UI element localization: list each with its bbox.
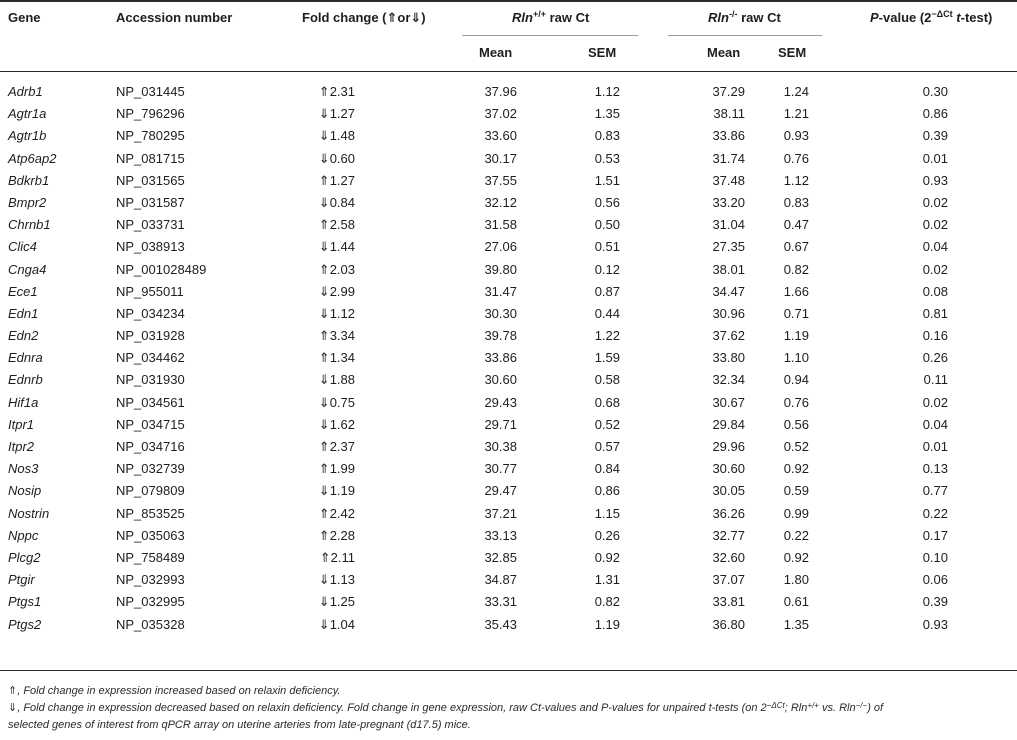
footnote-caption: selected genes of interest from qPCR array on uterine arteries from late-pregnant (d17.5) mice. (8, 719, 471, 731)
arrow-down-icon: ⇓ (318, 150, 330, 166)
wt-mean-cell: 37.55 (484, 172, 517, 188)
ko-mean-cell: 27.35 (712, 239, 745, 255)
fold-change-cell (0, 480, 355, 502)
table-row (0, 81, 1017, 103)
wt-sem-cell: 0.53 (594, 150, 620, 166)
arrow-down-icon: ⇓ (318, 616, 330, 632)
wt-mean-cell: 30.77 (484, 461, 517, 477)
table-row (0, 591, 1017, 613)
wt-mean-cell: 39.78 (484, 328, 517, 344)
ko-sem-cell: 0.22 (783, 527, 809, 543)
ko-mean-cell: 36.80 (712, 616, 745, 632)
ko-mean-cell: 33.86 (712, 128, 745, 144)
wt-mean-cell: 31.58 (484, 217, 517, 233)
fold-change-cell (0, 569, 355, 591)
accession-cell: NP_796296 (116, 106, 185, 122)
wt-mean-cell: 29.43 (484, 394, 517, 410)
fold-change-value: 2.11 (330, 549, 355, 565)
wt-mean-cell: 29.47 (484, 483, 517, 499)
wt-mean-cell: 33.86 (484, 350, 517, 366)
fold-change-value: 2.99 (329, 283, 355, 299)
accession-cell: NP_001028489 (116, 261, 207, 277)
arrow-up-icon: ⇑ (318, 350, 330, 366)
fold-change-value: 1.13 (329, 572, 355, 588)
table-row (0, 170, 1017, 192)
ko-mean-cell: 30.60 (712, 461, 745, 477)
ko-mean-cell: 38.11 (713, 106, 745, 122)
wt-sem-cell: 0.86 (594, 483, 620, 499)
ko-mean-cell: 33.20 (712, 194, 745, 210)
ko-sem-cell: 0.83 (783, 194, 809, 210)
ko-sem-cell: 1.35 (783, 616, 809, 632)
fold-change-cell (0, 503, 355, 525)
fold-change-value: 2.28 (329, 527, 355, 543)
gene-cell: Nostrin (8, 505, 50, 521)
table-row (0, 236, 1017, 258)
accession-cell: NP_031445 (116, 84, 185, 99)
table-row (0, 458, 1017, 480)
gene-cell: Clic4 (8, 239, 37, 255)
fold-change-cell (0, 525, 355, 547)
arrow-down-icon: ⇓ (318, 594, 330, 610)
fold-change-cell (0, 125, 355, 147)
fold-change-value: 0.84 (329, 194, 355, 210)
gene-cell: Cnga4 (8, 261, 47, 277)
accession-cell: NP_032993 (116, 572, 185, 588)
p-value-cell: 0.04 (922, 416, 948, 432)
table-body (0, 81, 1017, 636)
accession-cell: NP_031930 (116, 372, 185, 388)
ko-sem-cell: 0.56 (783, 416, 809, 432)
p-value-cell: 0.13 (922, 461, 948, 477)
p-value-cell: 0.22 (922, 505, 948, 521)
wt-sem-cell: 0.68 (594, 394, 620, 410)
ko-mean-cell: 29.84 (712, 416, 745, 432)
gene-cell: Itpr1 (8, 416, 35, 432)
wt-mean-cell: 30.38 (484, 439, 517, 454)
ko-sem-cell: 1.21 (783, 106, 809, 122)
gene-cell: Ptgir (8, 572, 35, 588)
wt-sem-cell: 1.35 (594, 106, 620, 122)
gene-cell: Ednrb (8, 372, 43, 388)
wt-mean-cell: 30.30 (484, 305, 517, 321)
p-value-cell: 0.02 (922, 194, 948, 210)
table-row (0, 325, 1017, 347)
wt-sem-cell: 0.92 (594, 549, 620, 565)
gene-cell: Nos3 (8, 461, 39, 477)
fold-change-value: 2.37 (329, 439, 355, 454)
gene-cell: Edn1 (8, 305, 39, 321)
gene-cell: Ednra (8, 350, 43, 366)
p-value-cell: 0.86 (922, 106, 948, 122)
accession-cell: NP_034234 (116, 305, 185, 321)
table-row (0, 214, 1017, 236)
arrow-up-icon: ⇑ (318, 461, 330, 477)
ko-mean-cell: 31.04 (712, 217, 745, 233)
wt-sem-cell: 0.87 (594, 283, 620, 299)
gene-cell: Edn2 (8, 328, 39, 344)
gene-cell: Itpr2 (8, 439, 35, 454)
ko-sem-cell: 0.59 (783, 483, 809, 499)
header-p-value: P-value ($2^{-\Delta Ct}$ t-test) (870, 9, 993, 25)
gene-cell: Nosip (8, 483, 42, 499)
wt-mean-cell: 32.85 (484, 549, 517, 565)
ko-mean-cell: 32.77 (712, 527, 745, 543)
fold-change-cell (0, 591, 355, 613)
accession-cell: NP_034462 (116, 350, 185, 366)
fold-change-value: 1.27 (329, 106, 355, 122)
gene-cell: Plcg2 (8, 549, 41, 565)
arrow-down-icon: ⇓ (318, 305, 330, 321)
wt-sem-cell: 1.19 (594, 616, 620, 632)
fold-change-cell (0, 347, 355, 369)
header-gene: Gene (8, 10, 41, 25)
accession-cell: NP_032739 (116, 461, 185, 477)
fold-change-cell (0, 547, 355, 569)
ko-sem-cell: 1.80 (783, 572, 809, 588)
p-value-cell: 0.81 (922, 305, 948, 321)
p-value-cell: 0.30 (922, 84, 948, 99)
arrow-down-icon: ⇓ (318, 483, 330, 499)
gene-cell: Nppc (8, 527, 39, 543)
fold-change-cell (0, 414, 355, 436)
wt-sem-cell: 0.26 (594, 527, 620, 543)
fold-change-value: 1.62 (329, 416, 355, 432)
arrow-up-icon: ⇑ (318, 172, 330, 188)
fold-change-cell (0, 192, 355, 214)
ko-sem-cell: 1.19 (783, 328, 809, 344)
accession-cell: NP_853525 (116, 505, 185, 521)
accession-cell: NP_035328 (116, 616, 185, 632)
header-ko-raw-ct: Rln-/- raw Ct (708, 9, 781, 25)
p-value-cell: 0.93 (922, 172, 948, 188)
wt-sem-cell: 0.12 (594, 261, 620, 277)
fold-change-cell (0, 436, 355, 458)
table-row (0, 303, 1017, 325)
fold-change-cell (0, 458, 355, 480)
wt-mean-cell: 35.43 (484, 616, 517, 632)
arrow-up-icon: ⇑ (318, 261, 330, 277)
header-wt-raw-ct: Rln+/+ raw Ct (512, 9, 590, 25)
table-row (0, 259, 1017, 281)
footnote-increase: ⇑, Fold change in expression increased based on relaxin deficiency. (8, 685, 341, 697)
wt-mean-cell: 39.80 (484, 261, 517, 277)
fold-change-cell (0, 303, 355, 325)
wt-sem-cell: 1.22 (594, 328, 620, 344)
ko-sem-cell: 1.10 (783, 350, 809, 366)
ko-mean-cell: 37.48 (712, 172, 745, 188)
ko-mean-cell: 29.96 (712, 439, 745, 454)
fold-change-value: 1.44 (329, 239, 355, 255)
accession-cell: NP_033731 (116, 217, 185, 233)
fold-change-cell (0, 81, 355, 103)
wt-mean-cell: 33.60 (484, 128, 517, 144)
header-ko-sem: SEM (778, 45, 807, 60)
fold-change-value: 2.03 (329, 261, 355, 277)
gene-cell: Ptgs1 (8, 594, 42, 610)
accession-cell: NP_038913 (116, 239, 185, 255)
fold-change-value: 1.19 (329, 483, 355, 499)
ko-sem-cell: 0.82 (783, 261, 809, 277)
ko-sem-cell: 0.99 (783, 505, 809, 521)
wt-mean-cell: 30.60 (484, 372, 517, 388)
table-row (0, 103, 1017, 125)
fold-change-value: 1.34 (329, 350, 355, 366)
wt-sem-cell: 0.50 (594, 217, 620, 233)
wt-group-rule (462, 35, 638, 36)
wt-mean-cell: 32.12 (484, 194, 517, 210)
fold-change-value: 1.12 (329, 305, 355, 321)
p-value-cell: 0.39 (922, 128, 948, 144)
ko-sem-cell: 1.12 (783, 172, 809, 188)
gene-cell: Adrb1 (8, 84, 43, 99)
p-value-cell: 0.01 (922, 150, 948, 166)
gene-cell: Hif1a (8, 394, 39, 410)
p-value-cell: 0.02 (922, 217, 948, 233)
gene-cell: Bmpr2 (8, 194, 47, 210)
ko-mean-cell: 33.81 (712, 594, 745, 610)
ko-sem-cell: 0.52 (783, 439, 809, 454)
p-value-cell: 0.93 (922, 616, 948, 632)
table-row (0, 436, 1017, 458)
arrow-down-icon: ⇓ (318, 128, 330, 144)
wt-sem-cell: 0.44 (594, 305, 620, 321)
ko-mean-cell: 33.80 (712, 350, 745, 366)
fold-change-value: 1.88 (329, 372, 355, 388)
accession-cell: NP_031928 (116, 328, 185, 344)
accession-cell: NP_955011 (116, 283, 184, 299)
fold-change-cell (0, 236, 355, 258)
gene-cell: Ptgs2 (8, 616, 42, 632)
ko-mean-cell: 30.05 (712, 483, 745, 499)
fold-change-value: 1.99 (329, 461, 355, 477)
ko-mean-cell: 37.29 (712, 84, 745, 99)
table-row (0, 281, 1017, 303)
wt-sem-cell: 0.83 (594, 128, 620, 144)
header-accession: Accession number (116, 10, 233, 25)
arrow-down-icon: ⇓ (318, 394, 330, 410)
gene-cell: Bdkrb1 (8, 172, 50, 188)
wt-sem-cell: 1.12 (594, 84, 620, 99)
ko-sem-cell: 0.94 (783, 372, 809, 388)
accession-cell: NP_032995 (116, 594, 185, 610)
arrow-down-icon: ⇓ (318, 239, 330, 255)
p-value-cell: 0.11 (923, 372, 948, 388)
p-value-cell: 0.77 (922, 483, 948, 499)
table-row (0, 547, 1017, 569)
ko-mean-cell: 37.62 (712, 328, 745, 344)
arrow-up-icon: ⇑ (318, 505, 330, 521)
ko-mean-cell: 34.47 (712, 283, 745, 299)
gene-cell: Atp6ap2 (8, 150, 57, 166)
table-row (0, 192, 1017, 214)
arrow-down-icon: ⇓ (318, 416, 330, 432)
ko-mean-cell: 36.26 (712, 505, 745, 521)
gene-cell: Ece1 (8, 283, 38, 299)
ko-mean-cell: 30.67 (712, 394, 745, 410)
wt-sem-cell: 1.31 (594, 572, 620, 588)
fold-change-value: 1.27 (329, 172, 355, 188)
p-value-cell: 0.26 (922, 350, 948, 366)
wt-mean-cell: 30.17 (484, 150, 517, 166)
wt-sem-cell: 1.15 (594, 505, 620, 521)
fold-change-cell (0, 103, 355, 125)
p-value-cell: 0.01 (922, 439, 948, 454)
ko-group-rule (668, 35, 822, 36)
p-value-cell: 0.02 (922, 261, 948, 277)
arrow-down-icon: ⇓ (318, 572, 330, 588)
fold-change-value: 2.42 (329, 505, 355, 521)
header-wt-mean: Mean (479, 45, 513, 60)
fold-change-value: 2.58 (329, 217, 355, 233)
accession-cell: NP_081715 (116, 150, 185, 166)
fold-change-cell (0, 170, 355, 192)
wt-mean-cell: 33.31 (484, 594, 517, 610)
top-rule (0, 0, 1017, 2)
arrow-up-icon: ⇑ (318, 328, 330, 344)
footnote-decrease: ⇓, Fold change in expression decreased based on relaxin deficiency. Fold change in gene expression, raw Ct-values and P-values for unpaired t-tests (on $2^{-\Delta Ct}$; Rln+/+ vs. Rln−/−) of (8, 701, 884, 714)
accession-cell: NP_035063 (116, 527, 185, 543)
p-value-cell: 0.02 (922, 394, 948, 410)
ko-mean-cell: 37.07 (712, 572, 745, 588)
ko-sem-cell: 0.76 (783, 394, 809, 410)
fold-change-cell (0, 214, 355, 236)
fold-change-value: 3.34 (329, 328, 355, 344)
wt-sem-cell: 0.52 (594, 416, 620, 432)
header-fold-change: Fold change (⇑or⇓) (302, 10, 426, 25)
ko-mean-cell: 31.74 (712, 150, 745, 166)
header-wt-sem: SEM (588, 45, 617, 60)
wt-sem-cell: 0.51 (594, 239, 620, 255)
wt-mean-cell: 34.87 (484, 572, 517, 588)
ko-mean-cell: 30.96 (712, 305, 745, 321)
table-row (0, 414, 1017, 436)
ko-sem-cell: 1.66 (783, 283, 809, 299)
fold-change-value: 2.31 (329, 84, 355, 99)
ko-mean-cell: 32.34 (712, 372, 745, 388)
fold-change-cell (0, 148, 355, 170)
ko-sem-cell: 0.76 (783, 150, 809, 166)
table-row (0, 125, 1017, 147)
wt-sem-cell: 1.51 (594, 172, 620, 188)
fold-change-value: 1.25 (329, 594, 355, 610)
fold-change-value: 1.48 (329, 128, 355, 144)
arrow-down-icon: ⇓ (318, 106, 330, 122)
fold-change-cell (0, 325, 355, 347)
p-value-cell: 0.04 (922, 239, 948, 255)
ko-mean-cell: 32.60 (712, 549, 745, 565)
p-value-cell: 0.08 (922, 283, 948, 299)
fold-change-cell (0, 281, 355, 303)
gene-cell: Chrnb1 (8, 217, 51, 233)
accession-cell: NP_034715 (116, 416, 185, 432)
wt-mean-cell: 33.13 (484, 527, 517, 543)
arrow-down-icon: ⇓ (318, 372, 330, 388)
table-row (0, 369, 1017, 391)
table-row (0, 503, 1017, 525)
accession-cell: NP_758489 (116, 549, 185, 565)
ko-sem-cell: 0.67 (783, 239, 809, 255)
ko-sem-cell: 0.61 (783, 594, 809, 610)
arrow-down-icon: ⇓ (318, 194, 330, 210)
arrow-up-icon: ⇑ (318, 527, 330, 543)
fold-change-cell (0, 369, 355, 391)
ko-sem-cell: 0.92 (783, 549, 809, 565)
p-value-cell: 0.16 (922, 328, 948, 344)
wt-sem-cell: 0.84 (594, 461, 620, 477)
fold-change-value: 0.75 (329, 394, 355, 410)
p-value-cell: 0.39 (922, 594, 948, 610)
table-row (0, 392, 1017, 414)
wt-mean-cell: 31.47 (484, 283, 517, 299)
accession-cell: NP_031565 (116, 172, 185, 188)
ko-sem-cell: 0.71 (783, 305, 809, 321)
wt-mean-cell: 29.71 (484, 416, 517, 432)
fold-change-value: 0.60 (329, 150, 355, 166)
ko-sem-cell: 0.93 (783, 128, 809, 144)
arrow-up-icon: ⇑ (319, 549, 331, 565)
wt-mean-cell: 37.02 (484, 106, 517, 122)
wt-sem-cell: 0.57 (594, 439, 620, 454)
wt-sem-cell: 0.58 (594, 372, 620, 388)
table-row (0, 148, 1017, 170)
arrow-up-icon: ⇑ (318, 217, 330, 233)
wt-sem-cell: 1.59 (594, 350, 620, 366)
ko-sem-cell: 1.24 (783, 84, 809, 99)
fold-change-cell (0, 614, 355, 636)
gene-cell: Agtr1a (8, 106, 47, 122)
fold-change-cell (0, 259, 355, 281)
gene-cell: Agtr1b (8, 128, 47, 144)
table-row (0, 614, 1017, 636)
arrow-up-icon: ⇑ (318, 439, 330, 454)
header-ko-mean: Mean (707, 45, 741, 60)
header-rule (0, 71, 1017, 72)
accession-cell: NP_034561 (116, 394, 185, 410)
wt-mean-cell: 37.21 (484, 505, 517, 521)
p-value-cell: 0.17 (922, 527, 948, 543)
ko-mean-cell: 38.01 (712, 261, 745, 277)
bottom-rule (0, 670, 1017, 671)
ko-sem-cell: 0.47 (783, 217, 809, 233)
p-value-cell: 0.10 (922, 549, 948, 565)
accession-cell: NP_031587 (116, 194, 185, 210)
wt-mean-cell: 27.06 (484, 239, 517, 255)
accession-cell: NP_034716 (116, 439, 185, 454)
arrow-up-icon: ⇑ (318, 84, 330, 99)
accession-cell: NP_780295 (116, 128, 185, 144)
wt-sem-cell: 0.82 (594, 594, 620, 610)
table-row (0, 569, 1017, 591)
table-row (0, 347, 1017, 369)
p-value-cell: 0.06 (922, 572, 948, 588)
wt-sem-cell: 0.56 (594, 194, 620, 210)
ko-sem-cell: 0.92 (783, 461, 809, 477)
wt-mean-cell: 37.96 (484, 84, 517, 99)
table-row (0, 480, 1017, 502)
arrow-down-icon: ⇓ (318, 283, 330, 299)
table-row (0, 525, 1017, 547)
fold-change-cell (0, 392, 355, 414)
fold-change-value: 1.04 (329, 616, 355, 632)
accession-cell: NP_079809 (116, 483, 185, 499)
